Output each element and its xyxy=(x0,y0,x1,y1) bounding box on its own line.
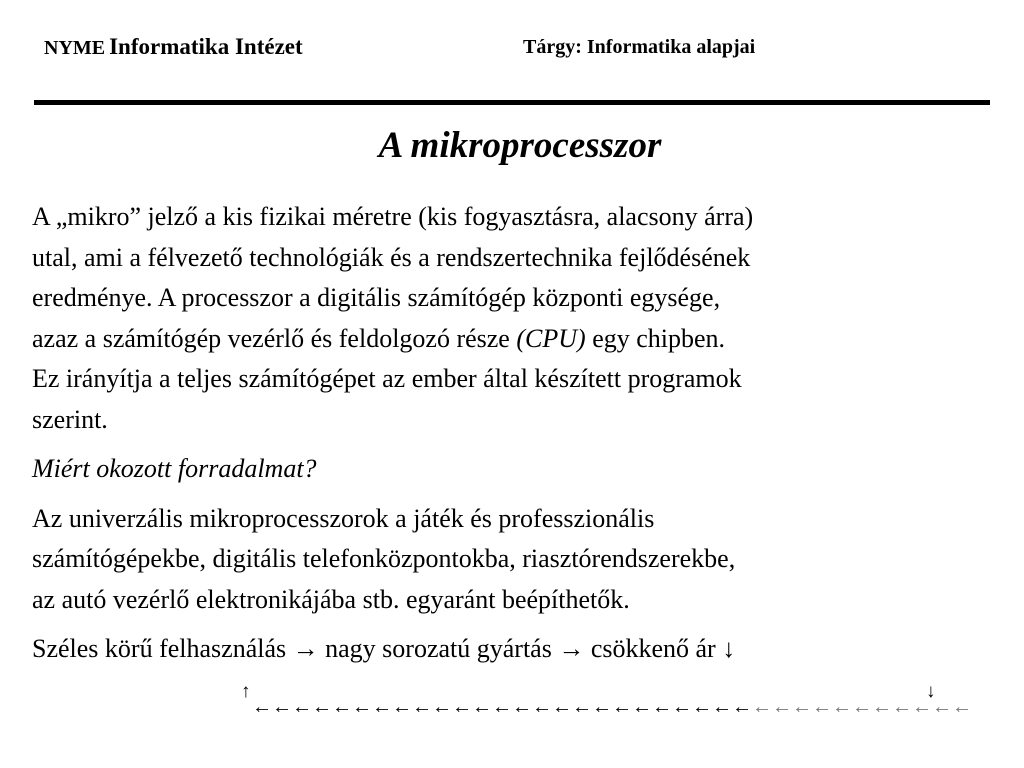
left-arrows-solid: ←←←←←←←←←←←←←←←←←←←←←←←←← xyxy=(252,696,752,718)
text-fragment: azaz a számítógép vezérlő és feldolgozó része xyxy=(32,323,517,353)
text-line: eredménye. A processzor a digitális számítógép központi egysége, xyxy=(32,283,721,312)
down-arrow-icon: ↓ xyxy=(926,681,936,702)
usage-paragraph xyxy=(32,499,1002,621)
intro-paragraph xyxy=(32,197,1002,440)
left-arrows-line xyxy=(252,696,972,718)
header-org-prefix: NYME xyxy=(44,37,106,59)
text-line: számítógépekbe, digitális telefonközpontokba, riasztórendszerekbe, xyxy=(32,544,736,573)
text-line: A „mikro” jelző a kis fizikai méretre (kis fogyasztásra, alacsony árra) xyxy=(32,202,754,231)
up-arrow-icon: ↑ xyxy=(241,681,251,702)
text-line: Az univerzális mikroprocesszorok a játék és professzionális xyxy=(32,503,655,533)
conclusion-line: Széles körű felhasználás → nagy sorozatú gyártás → csökkenő ár ↓ xyxy=(32,634,736,663)
slide-body xyxy=(32,197,1002,670)
left-arrows-faint: ←←←←←←←←←←← xyxy=(752,696,972,718)
text-line: Ez irányítja a teljes számítógépet az ember által készített programok xyxy=(32,364,742,393)
header-divider xyxy=(34,100,990,105)
header-org-name: Informatika Intézet xyxy=(109,34,303,59)
text-line: az autó vezérlő elektronikájába stb. egyaránt beépíthetők. xyxy=(32,584,630,614)
cpu-abbreviation: (CPU) xyxy=(516,323,586,353)
text-line: szerint. xyxy=(32,404,108,434)
question-line: Miért okozott forradalmat? xyxy=(32,454,317,483)
text-line xyxy=(32,319,1002,360)
text-line: utal, ami a félvezető technológiák és a rendszertechnika fejlődésének xyxy=(32,242,751,272)
text-fragment: egy chipben. xyxy=(585,323,726,353)
slide-title: A mikroprocesszor xyxy=(378,125,662,166)
header-institute xyxy=(44,34,303,60)
header-subject: Tárgy: Informatika alapjai xyxy=(523,36,756,58)
feedback-arrow xyxy=(240,681,972,722)
